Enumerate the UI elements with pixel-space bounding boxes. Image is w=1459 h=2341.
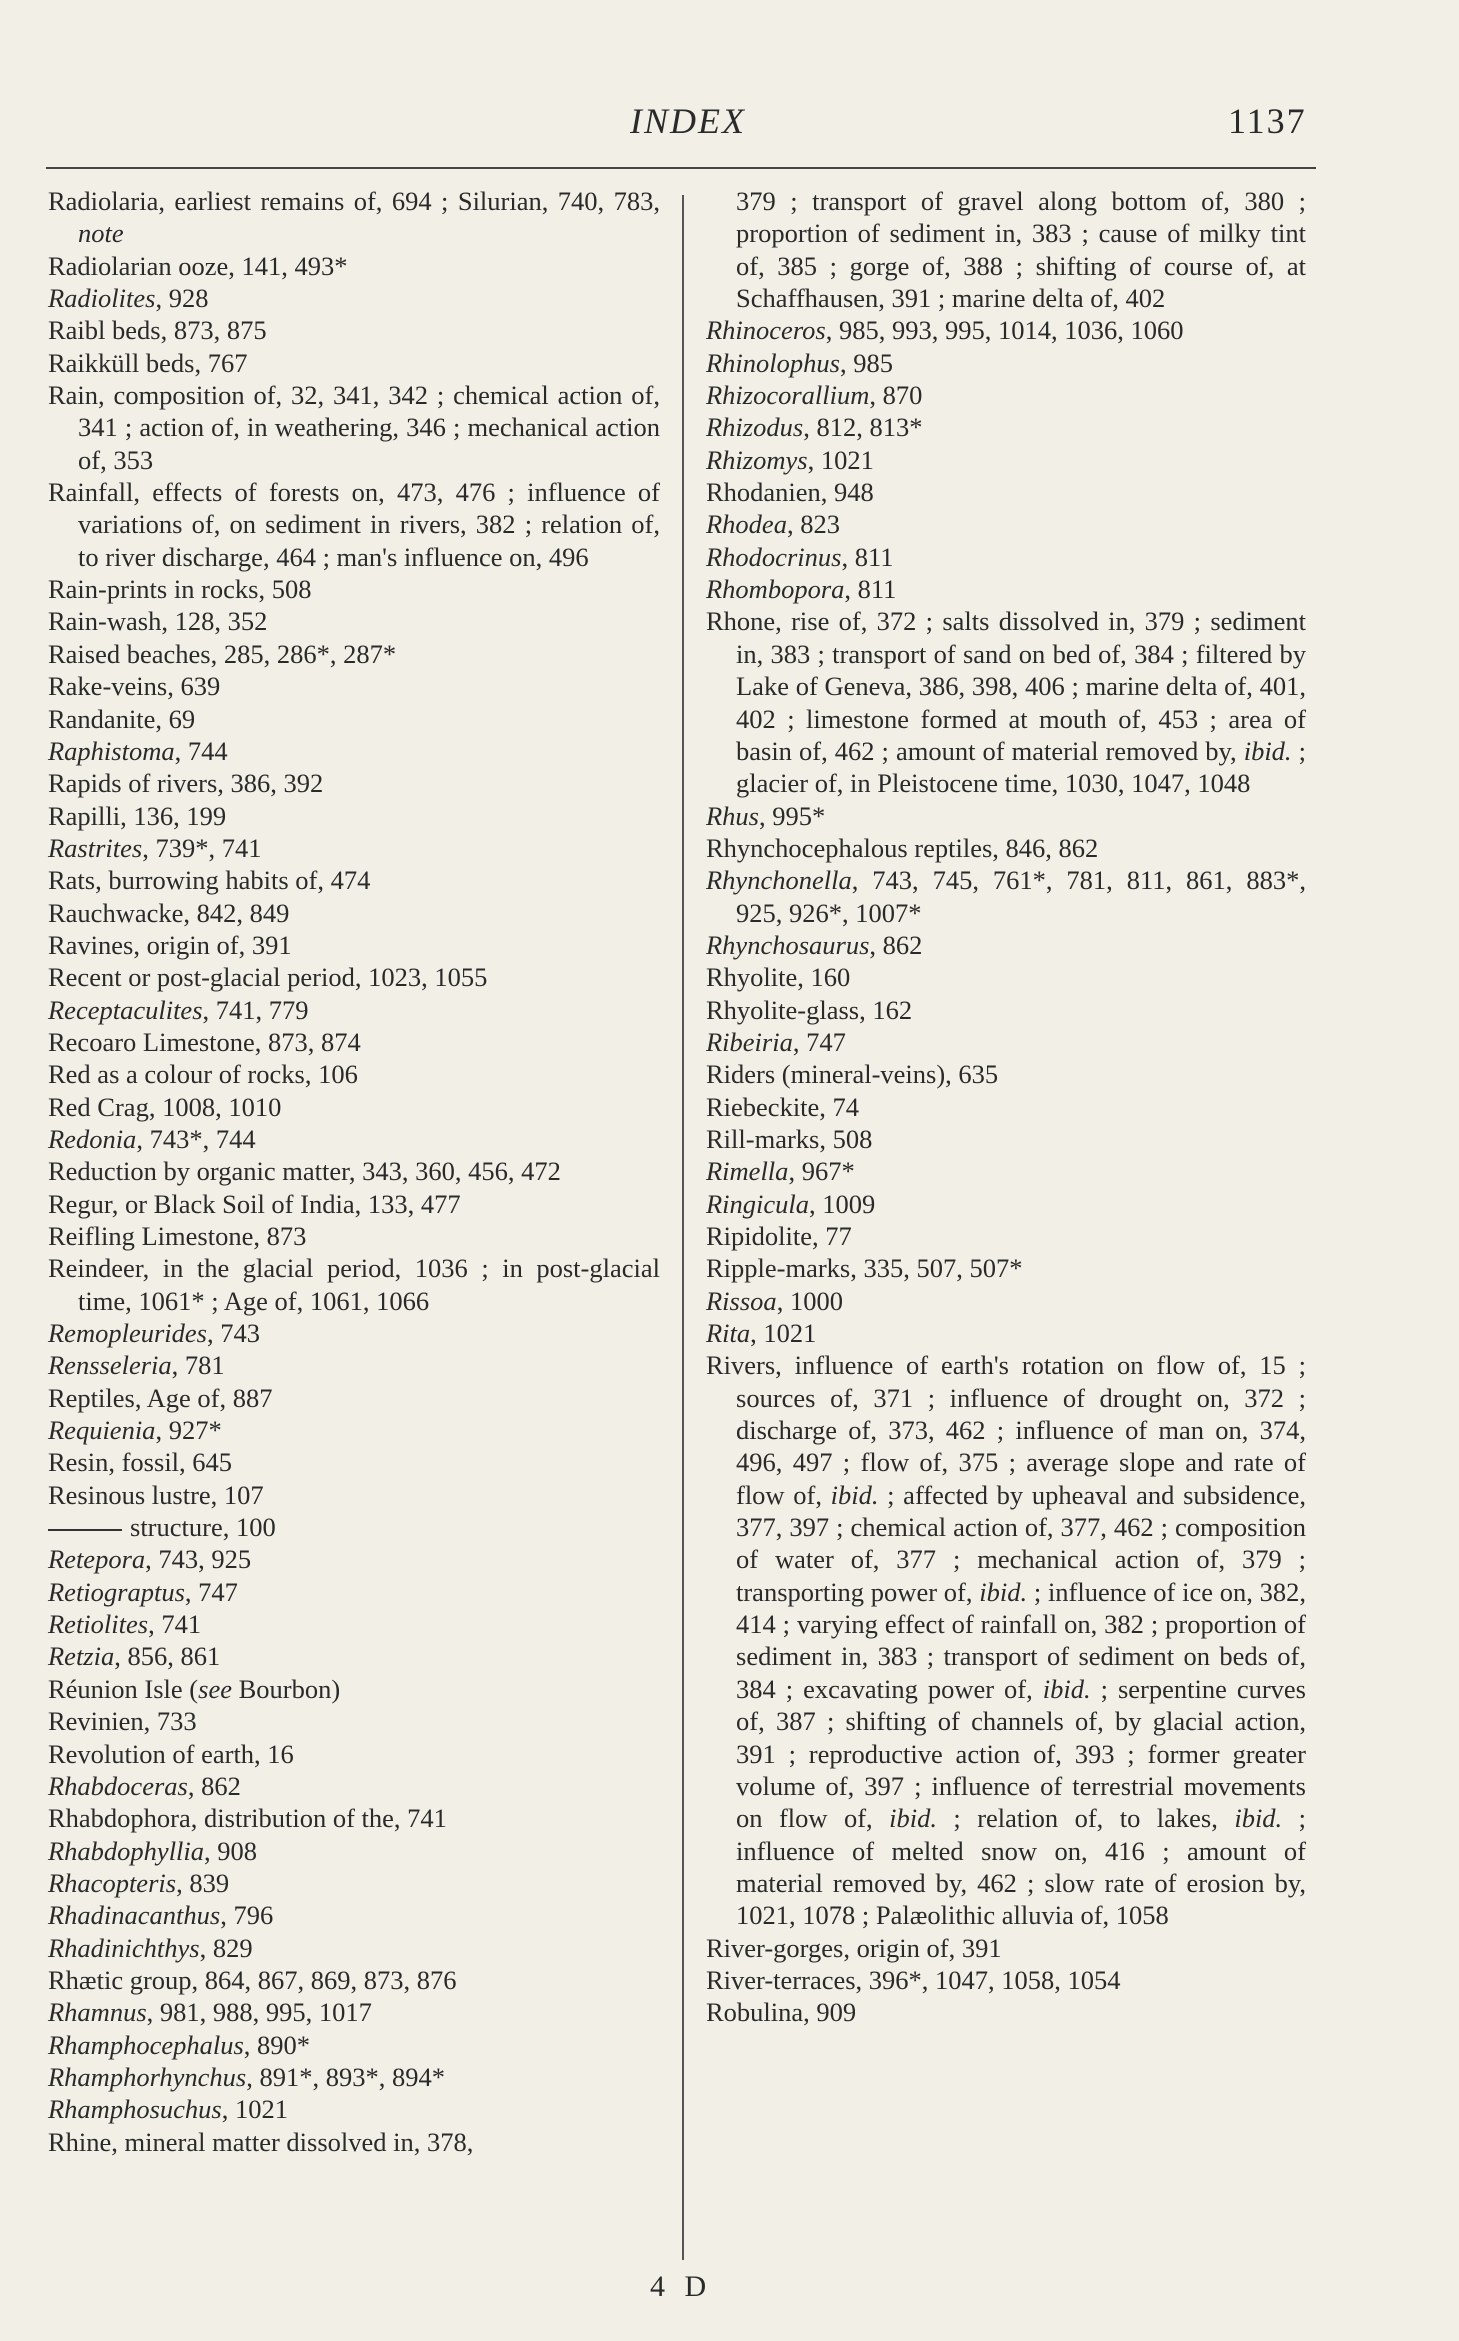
index-entry: Reptiles, Age of, 887: [48, 1382, 273, 1413]
index-entry: Riebeckite, 74: [706, 1091, 860, 1122]
index-entry: Rhadinichthys, 829: [48, 1932, 253, 1963]
italic-term: Redonia: [48, 1123, 137, 1154]
italic-term: ibid.: [979, 1576, 1028, 1607]
index-entry: Randanite, 69: [48, 703, 196, 734]
page-title: INDEX: [630, 101, 746, 141]
index-entry: Robulina, 909: [706, 1997, 857, 2028]
index-entry: Rhodea, 823: [706, 509, 840, 540]
index-entry: Rhadinacanthus, 796: [48, 1900, 274, 1931]
index-entry: Rapids of rivers, 386, 392: [48, 768, 324, 799]
index-entry: Rhyolite-glass, 162: [706, 994, 913, 1025]
index-entry: Requienia, 927*: [48, 1415, 222, 1446]
index-column-left: [48, 185, 660, 2158]
italic-term: Rensseleria: [48, 1350, 172, 1381]
italic-term: Rhamnus: [48, 1997, 147, 2028]
italic-term: Rhombopora: [706, 574, 845, 605]
italic-term: ibid.: [830, 1479, 879, 1510]
italic-term: ibid.: [1243, 735, 1292, 766]
index-entry: Rain-wash, 128, 352: [48, 606, 268, 637]
italic-term: ibid.: [889, 1803, 937, 1834]
italic-term: Rhadinacanthus: [48, 1900, 221, 1931]
italic-term: ibid.: [1234, 1803, 1283, 1834]
index-entry: Rhamphosuchus, 1021: [48, 2094, 288, 2125]
italic-term: see: [198, 1673, 232, 1704]
index-entry: Redonia, 743*, 744: [48, 1123, 256, 1154]
index-entry: Ribeiria, 747: [706, 1026, 846, 1057]
index-entry: Rhine, mineral matter dissolved in, 378,: [48, 2126, 474, 2157]
index-entry: Raphistoma, 744: [48, 735, 228, 766]
italic-term: Rhizomys: [706, 444, 808, 475]
index-entry: Rain-prints in rocks, 508: [48, 574, 312, 605]
index-entry: Receptaculites, 741, 779: [48, 994, 309, 1025]
index-entry: River-terraces, 396*, 1047, 1058, 1054: [706, 1964, 1121, 1995]
index-entry: Rhizocorallium, 870: [706, 380, 923, 411]
index-entry: Riders (mineral-veins), 635: [706, 1059, 999, 1090]
index-entry: Rhynchonella, 743, 745, 761*, 781, 811, 861, 883*, 925, 926*, 1007*: [706, 865, 1306, 928]
index-entry: Raised beaches, 285, 286*, 287*: [48, 638, 397, 669]
index-entry: Resin, fossil, 645: [48, 1447, 233, 1478]
italic-term: Rhinoceros: [706, 315, 826, 346]
index-entry: Rhynchocephalous reptiles, 846, 862: [706, 832, 1099, 863]
index-entry: Rapilli, 136, 199: [48, 800, 227, 831]
index-entry: Rhabdophora, distribution of the, 741: [48, 1803, 447, 1834]
signature-mark: 4 D: [650, 2270, 713, 2303]
italic-term: Rissoa: [706, 1285, 777, 1316]
index-entry: Rhætic group, 864, 867, 869, 873, 876: [48, 1964, 457, 1995]
index-entry: Rita, 1021: [706, 1318, 817, 1349]
italic-term: Requienia: [48, 1415, 156, 1446]
index-entry: Rats, burrowing habits of, 474: [48, 865, 371, 896]
index-entry: Rhombopora, 811: [706, 574, 897, 605]
index-entry: Radiolaria, earliest remains of, 694 ; Silurian, 740, 783, note: [48, 186, 660, 249]
italic-term: ibid.: [1042, 1673, 1091, 1704]
index-entry: Revinien, 733: [48, 1706, 197, 1737]
index-entry: Revolution of earth, 16: [48, 1738, 294, 1769]
italic-term: Rhacopteris: [48, 1867, 177, 1898]
index-entry: Retiolites, 741: [48, 1609, 202, 1640]
italic-term: Radiolites: [48, 283, 156, 314]
italic-term: Rhodea: [706, 509, 787, 540]
index-entry: Rensseleria, 781: [48, 1350, 225, 1381]
italic-term: Ringicula: [706, 1188, 810, 1219]
index-entry: Reifling Limestone, 873: [48, 1221, 307, 1251]
index-entry: Rhizodus, 812, 813*: [706, 412, 923, 443]
index-entry: Rivers, influence of earth's rotation on flow of, 15 ; sources of, 371 ; influence of drought on, 372 ; discharge of, 373, 462 ; influence of man on, 374, 496, 497 ; flow of, 375 ; average slope and rate of flow of, ibid. ; affected by upheaval and subsidence, 377, 397 ; chemical action of, 377, 462 ; composition of water of, 377 ; mechanical action of, 379 ; transporting power of, ibid. ; influence of ice on, 382, 414 ; varying effect of rainfall on, 382 ; proportion of sediment in, 383 ; transport of sediment on beds of, 384 ; excavating power of, ibid. ; serpentine curves of, 387 ; shifting of channels of, by glacial action, 391 ; reproductive action of, 393 ; former greater volume of, 397 ; influence of terrestrial movements on flow of, ibid. ; relation of, to lakes, ibid. ; influence of melted snow on, 416 ; amount of material removed by, 462 ; slow rate of erosion by, 1021, 1078 ; Palæolithic alluvia of, 1058: [706, 1350, 1306, 1931]
index-entry: Rauchwacke, 842, 849: [48, 897, 290, 928]
index-entry: Raibl beds, 873, 875: [48, 315, 267, 346]
index-entry: Rastrites, 739*, 741: [48, 832, 262, 863]
index-entry: Rissoa, 1000: [706, 1285, 843, 1316]
index-entry: Réunion Isle (see Bourbon): [48, 1673, 341, 1704]
italic-term: Rita: [706, 1318, 751, 1349]
index-entry: Ringicula, 1009: [706, 1188, 876, 1219]
header-rule: [46, 167, 1316, 169]
index-entry: Rhodanien, 948: [706, 477, 874, 508]
index-entry: Rhabdophyllia, 908: [48, 1835, 258, 1866]
index-entry: Rake-veins, 639: [48, 671, 221, 702]
italic-term: Receptaculites: [48, 994, 203, 1025]
italic-term: Retiolites: [48, 1609, 149, 1640]
index-entry: Reindeer, in the glacial period, 1036 ; in post-glacial time, 1061* ; Age of, 1061, 1066: [48, 1253, 660, 1316]
italic-term: Remopleurides: [48, 1318, 207, 1349]
index-entry: Ravines, origin of, 391: [48, 929, 292, 960]
page-number: 1137: [1228, 101, 1307, 141]
italic-term: Retepora: [48, 1544, 146, 1575]
index-entry: Rhamphocephalus, 890*: [48, 2029, 311, 2060]
index-entry: Radiolarian ooze, 141, 493*: [48, 250, 348, 281]
index-entry: Remopleurides, 743: [48, 1318, 260, 1349]
italic-term: Rimella: [706, 1156, 789, 1187]
index-entry: Rhabdoceras, 862: [48, 1770, 241, 1801]
running-header: [0, 100, 1459, 150]
italic-term: Retiograptus: [48, 1576, 185, 1607]
index-entry: Rhinolophus, 985: [706, 347, 893, 378]
index-entry: River-gorges, origin of, 391: [706, 1932, 1002, 1963]
italic-term: Ribeiria: [706, 1026, 793, 1057]
italic-term: Rhinolophus: [706, 347, 840, 378]
index-entry: Reduction by organic matter, 343, 360, 456, 472: [48, 1156, 561, 1187]
italic-term: Rhizodus: [706, 412, 804, 443]
italic-term: Rhodocrinus: [706, 541, 842, 572]
italic-term: Retzia: [48, 1641, 115, 1672]
column-divider: [682, 195, 684, 2260]
index-entry: Regur, or Black Soil of India, 133, 477: [48, 1188, 461, 1219]
index-entry: Rainfall, effects of forests on, 473, 476 ; influence of variations of, on sediment in rivers, 382 ; relation of, to river discharge, 464 ; man's influence on, 496: [48, 477, 660, 572]
index-entry: Retiograptus, 747: [48, 1576, 238, 1607]
index-entry: Rimella, 967*: [706, 1156, 855, 1187]
index-entry: Red Crag, 1008, 1010: [48, 1091, 282, 1122]
index-entry: structure, 100: [48, 1511, 660, 1543]
index-entry: Recoaro Limestone, 873, 874: [48, 1026, 361, 1057]
index-column-right: [706, 185, 1306, 2029]
index-entry: Rhamnus, 981, 988, 995, 1017: [48, 1997, 372, 2028]
index-entry: Rhynchosaurus, 862: [706, 929, 923, 960]
italic-term: Rhamphorhynchus: [48, 2061, 247, 2092]
index-entry: Radiolites, 928: [48, 283, 209, 314]
index-entry: Retzia, 856, 861: [48, 1641, 221, 1672]
index-entry: Rhodocrinus, 811: [706, 541, 894, 572]
index-entry: Rhyolite, 160: [706, 962, 851, 993]
italic-term: Rhadinichthys: [48, 1932, 200, 1963]
italic-term: Rhamphocephalus: [48, 2029, 244, 2060]
italic-term: Rhabdoceras: [48, 1770, 188, 1801]
index-entry: Rhamphorhynchus, 891*, 893*, 894*: [48, 2061, 445, 2092]
index-entry: Raikküll beds, 767: [48, 347, 248, 378]
italic-term: Rhus: [706, 800, 759, 831]
index-entry: Recent or post-glacial period, 1023, 1055: [48, 962, 488, 993]
italic-term: Raphistoma: [48, 735, 175, 766]
index-entry: Resinous lustre, 107: [48, 1479, 264, 1510]
italic-term: note: [78, 218, 124, 249]
italic-term: Rhynchonella: [706, 865, 852, 896]
index-entry: Rain, composition of, 32, 341, 342 ; chemical action of, 341 ; action of, in weathering, 346 ; mechanical action of, 353: [48, 380, 660, 475]
index-entry: Retepora, 743, 925: [48, 1544, 252, 1575]
italic-term: Rhizocorallium: [706, 380, 870, 411]
index-entry: Ripple-marks, 335, 507, 507*: [706, 1253, 1023, 1284]
index-entry: 379 ; transport of gravel along bottom of, 380 ; proportion of sediment in, 383 ; cause of milky tint of, 385 ; gorge of, 388 ; shifting of course of, at Schaffhausen, 391 ; marine delta of, 402: [736, 186, 1306, 314]
italic-term: Rhabdophyllia: [48, 1835, 205, 1866]
index-entry: Rhus, 995*: [706, 800, 826, 831]
index-entry: Ripidolite, 77: [706, 1221, 852, 1251]
italic-term: Rastrites: [48, 832, 143, 863]
italic-term: Rhynchosaurus: [706, 929, 870, 960]
index-entry: Red as a colour of rocks, 106: [48, 1059, 358, 1090]
index-entry: Rhacopteris, 839: [48, 1867, 230, 1898]
index-entry: Rhinoceros, 985, 993, 995, 1014, 1036, 1060: [706, 315, 1184, 346]
index-entry: Rhizomys, 1021: [706, 444, 874, 475]
ditto-dash: [48, 1529, 122, 1531]
italic-term: Rhamphosuchus: [48, 2094, 222, 2125]
index-entry: Rhone, rise of, 372 ; salts dissolved in, 379 ; sediment in, 383 ; transport of sand on bed of, 384 ; filtered by Lake of Geneva, 386, 398, 406 ; marine delta of, 401, 402 ; limestone formed at mouth of, 453 ; area of basin of, 462 ; amount of material removed by, ibid. ; glacier of, in Pleistocene time, 1030, 1047, 1048: [706, 606, 1306, 799]
index-entry: Rill-marks, 508: [706, 1123, 873, 1154]
